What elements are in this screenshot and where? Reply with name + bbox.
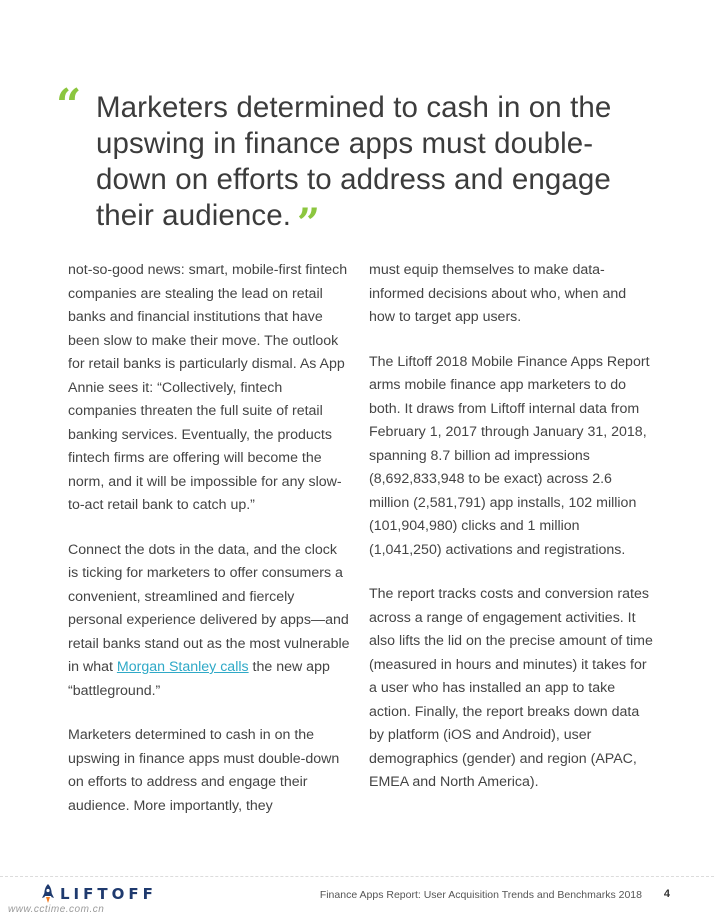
footer-divider [0, 876, 714, 877]
paragraph: must equip themselves to make data-informed decisions about who, when and how to target app users. [369, 262, 627, 325]
logo-text: LIFTOFF [60, 885, 157, 903]
paragraph: not-so-good news: smart, mobile-first fintech companies are stealing the lead on retail banks and financial institutions that have been slow to make their move. The outlook for retail banks is particularly dismal. As App Annie sees it: “Collectively, fintech companies threaten the full suite of retail banking services. Eventually, the products fintech firms are offering will become the norm, and it will be impossible for any slow-to-act retail bank to catch up.” [68, 262, 348, 513]
pull-quote-text-block: Marketers determined to cash in on the upswing in finance apps must double-down on efforts to address and engage their audience. ” [96, 91, 612, 247]
paragraph-text: Connect the dots in the data, and the clock is ticking for marketers to offer consumers a convenient, streamlined and fiercely personal experience delivered by apps—and retail banks stand out as the most vulnerable in what [68, 541, 350, 675]
rocket-icon [40, 883, 56, 905]
paragraph: The report tracks costs and conversion rates across a range of engagement activities. It also lifts the lid on the precise amount of time (measured in hours and minutes) it takes for a user who has installed an app to take action. Finally, the report breaks down data by platform (iOS and Android), user demographics (gender) and region (APAC, EMEA and North America). [369, 586, 653, 790]
paragraph-text: the new app “battleground.” [68, 659, 330, 699]
page-number: 4 [663, 888, 670, 900]
paragraph [68, 539, 350, 704]
liftoff-logo [40, 883, 157, 905]
morgan-stanley-link[interactable]: Morgan Stanley calls [116, 659, 249, 675]
watermark: www.cctime.com.cn [8, 904, 105, 915]
paragraph: Marketers determined to cash in on the upswing in finance apps must double-down on efforts to address and engage their audience. More importantly, they [68, 727, 340, 814]
pull-quote-text: Marketers determined to cash in on the upswing in finance apps must double-down on efforts to address and engage their audience. [96, 91, 612, 232]
right-column [369, 259, 653, 816]
left-column [68, 259, 350, 839]
footer-report-title: Finance Apps Report: User Acquisition Trends and Benchmarks 2018 [319, 889, 642, 901]
paragraph: The Liftoff 2018 Mobile Finance Apps Report arms mobile finance app marketers to do both. It draws from Liftoff internal data from February 1, 2017 through January 31, 2018, spanning 8.7 billion ad impressions (8,692,833,948 to be exact) across 2.6 million (2,581,791) app installs, 102 million (101,904,980) clicks and 1 million (1,041,250) activations and registrations. [369, 353, 650, 558]
open-quote-mark: “ [56, 80, 82, 131]
